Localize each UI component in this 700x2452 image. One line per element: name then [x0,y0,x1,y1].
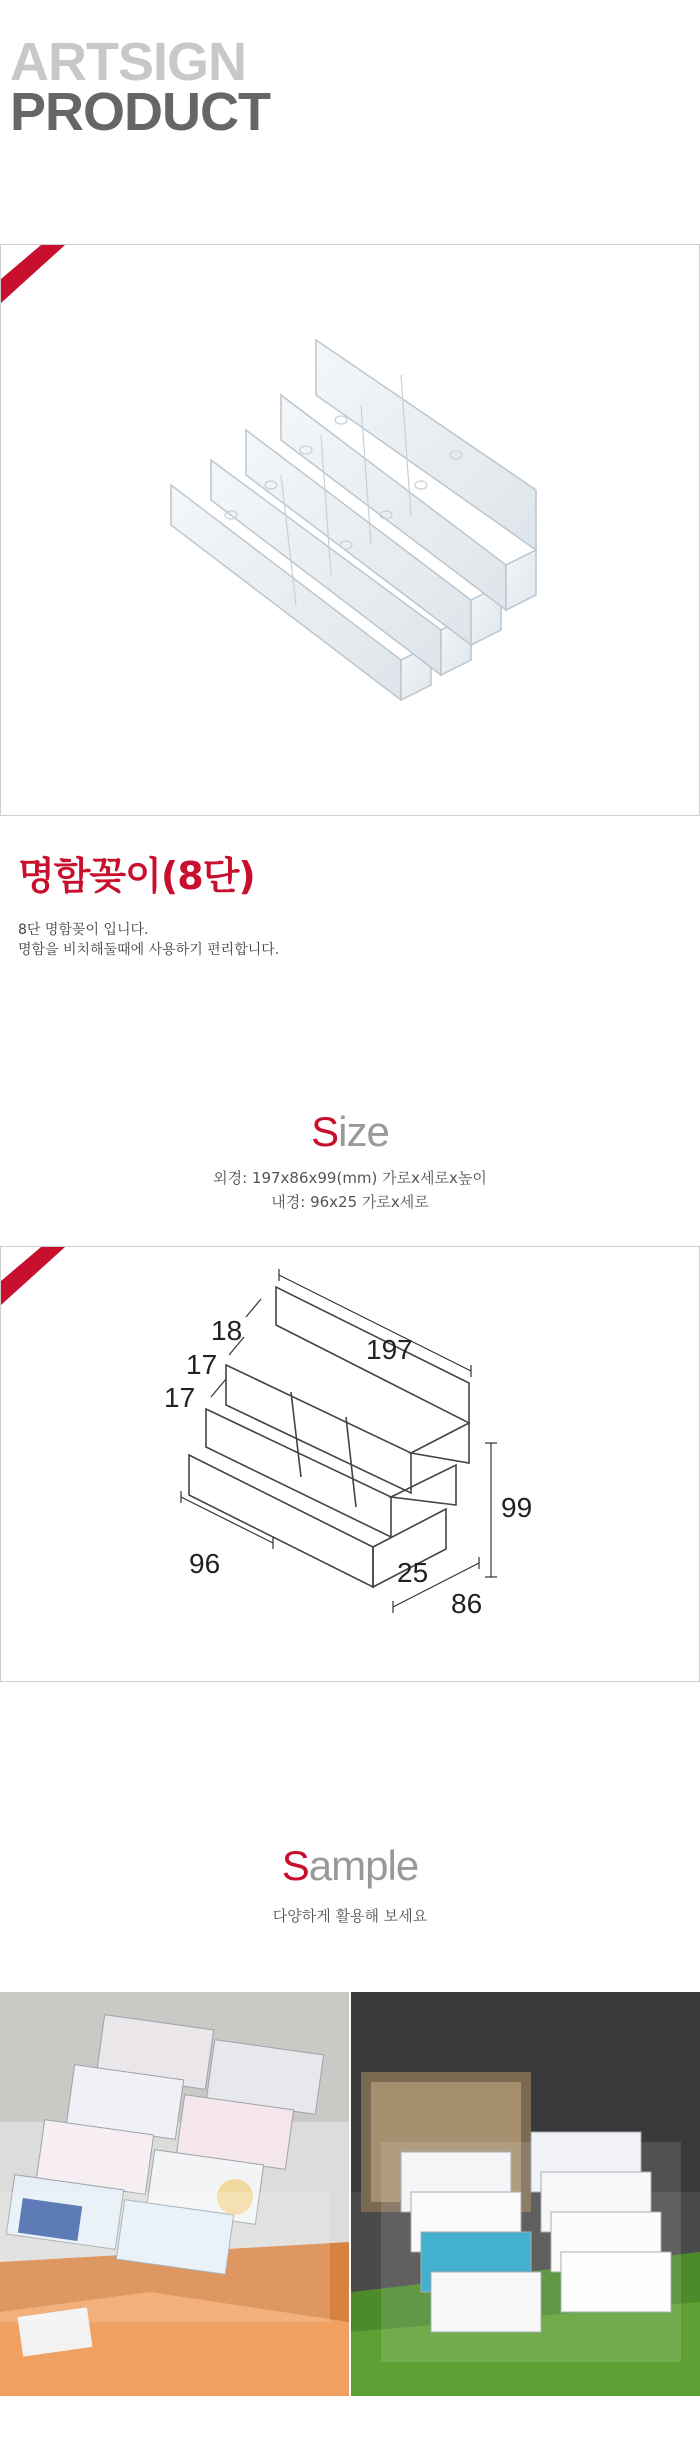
dim-label-17a: 17 [186,1349,218,1380]
dimension-diagram [1,1247,699,1681]
size-heading-initial: S [311,1108,339,1155]
brand-line-1: ARTSIGN [10,32,246,92]
product-title: 명함꽂이(8단) [18,854,255,898]
sample-heading [0,1842,700,1890]
dim-label-197: 197 [366,1334,413,1365]
product-image [1,245,699,815]
product-description [18,920,279,960]
size-heading-rest: ize [338,1108,389,1155]
size-spec [0,1166,700,1214]
brand-header [10,32,270,142]
sample-photo-right-image [351,1992,700,2396]
size-heading [0,1108,700,1156]
sample-photo-left [0,1992,349,2396]
size-outer: 외경: 197x86x99(mm) 가로x세로x높이 [213,1169,487,1187]
sample-heading-rest: ample [308,1842,419,1889]
size-inner: 내경: 96x25 가로x세로 [271,1193,429,1211]
sample-subtitle: 다양하게 활용해 보세요 [272,1907,428,1925]
sample-heading-initial: S [281,1842,309,1889]
product-photo-frame [0,244,700,816]
dim-label-96: 96 [189,1548,221,1579]
dimension-diagram-frame [0,1246,700,1682]
brand-line-2: PRODUCT [10,82,270,142]
dim-label-25: 25 [397,1557,429,1588]
dim-label-99: 99 [501,1492,533,1523]
desc-line-2: 명함을 비치해둘때에 사용하기 편리합니다. [18,942,280,958]
dim-label-17b: 17 [164,1382,196,1413]
dim-label-86: 86 [451,1588,483,1619]
desc-line-1: 8단 명함꽂이 입니다. [18,922,149,938]
dim-label-18: 18 [211,1315,243,1346]
sample-photo-left-image [0,1992,349,2396]
sample-photo-right [351,1992,700,2396]
